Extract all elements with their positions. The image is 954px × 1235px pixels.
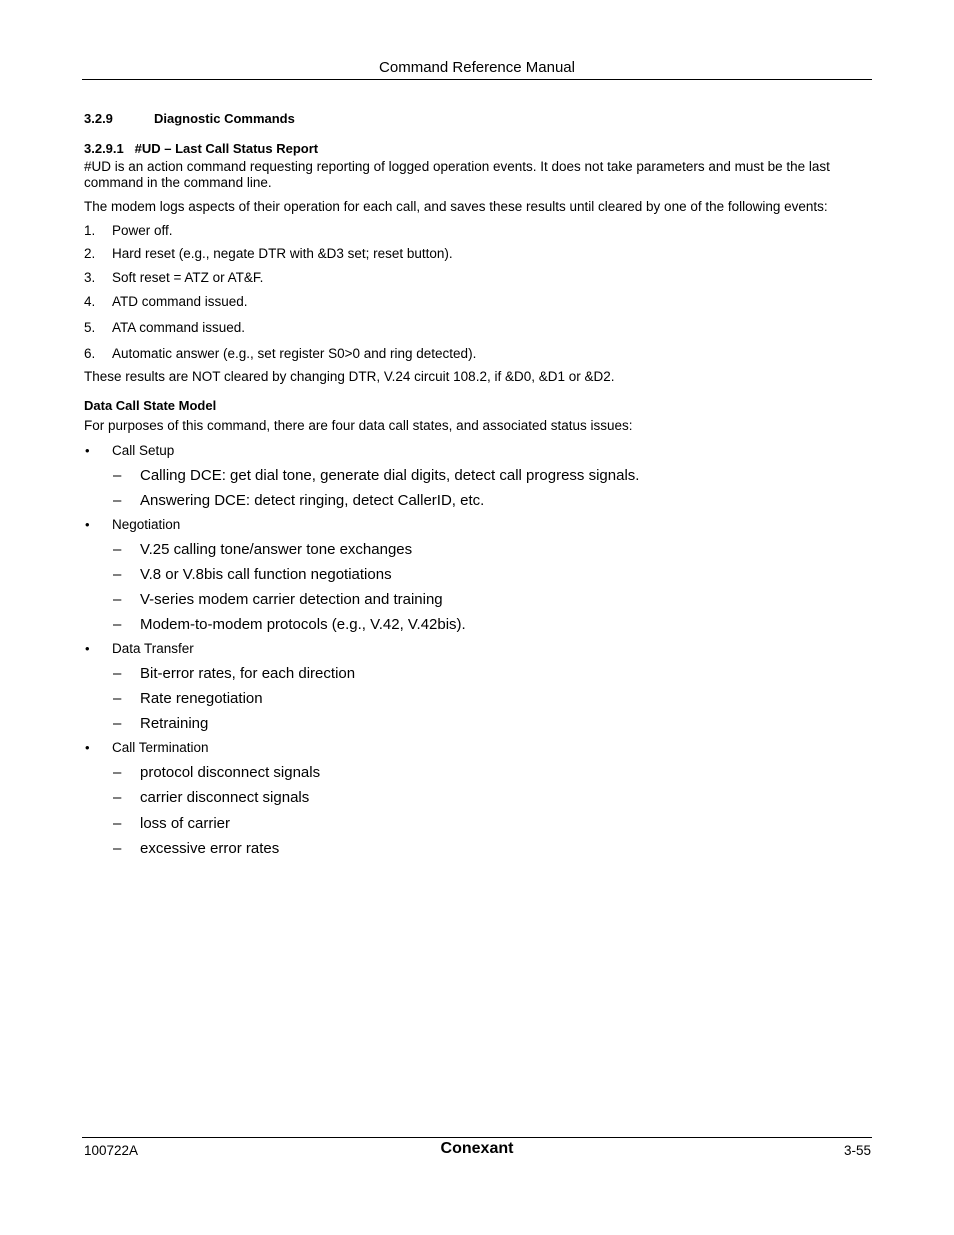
state-item: V-series modem carrier detection and training xyxy=(140,591,443,608)
dash-icon: – xyxy=(113,467,122,484)
footer-page-number: 3-55 xyxy=(843,1143,871,1158)
event-text: Automatic answer (e.g., set register S0>0 and ring detected). xyxy=(112,346,477,361)
state-item: Bit-error rates, for each direction xyxy=(140,665,356,682)
state-name: Call Termination xyxy=(112,740,209,755)
state-name: Negotiation xyxy=(112,517,181,532)
state-item: Rate renegotiation xyxy=(140,690,263,707)
section-heading xyxy=(84,111,295,126)
state-item: V.25 calling tone/answer tone exchanges xyxy=(140,541,413,558)
event-number: 3. xyxy=(84,270,96,285)
event-text: Soft reset = ATZ or AT&F. xyxy=(112,270,264,285)
state-item: loss of carrier xyxy=(140,815,231,832)
dash-icon: – xyxy=(113,815,122,832)
dash-icon: – xyxy=(113,789,122,806)
dash-icon: – xyxy=(113,715,122,732)
intro-paragraph-2: The modem logs aspects of their operation for each call, and saves these results until cleared by one of the following events: xyxy=(84,199,828,214)
footer-rule xyxy=(82,1137,872,1138)
bullet-icon: • xyxy=(85,517,90,532)
event-number: 5. xyxy=(84,320,96,335)
header-rule xyxy=(82,79,872,80)
event-text: Hard reset (e.g., negate DTR with &D3 set; reset button). xyxy=(112,246,453,261)
event-text: Power off. xyxy=(112,223,173,238)
dash-icon: – xyxy=(113,591,122,608)
state-item: V.8 or V.8bis call function negotiations xyxy=(140,566,392,583)
dash-icon: – xyxy=(113,840,122,857)
state-item: Calling DCE: get dial tone, generate dial digits, detect call progress signals. xyxy=(140,467,640,484)
event-number: 1. xyxy=(84,223,96,238)
event-number: 4. xyxy=(84,294,96,309)
dash-icon: – xyxy=(113,764,122,781)
not-cleared-note: These results are NOT cleared by changing DTR, V.24 circuit 108.2, if &D0, &D1 or &D2. xyxy=(84,369,615,384)
event-text: ATD command issued. xyxy=(112,294,248,309)
bullet-icon: • xyxy=(85,641,90,656)
page-header-title: Command Reference Manual xyxy=(379,59,575,76)
subsection-title: #UD – Last Call Status Report xyxy=(134,141,319,156)
subsection-number: 3.2.9.1 xyxy=(84,141,124,156)
event-text: ATA command issued. xyxy=(112,320,246,335)
dash-icon: – xyxy=(113,690,122,707)
state-item: Answering DCE: detect ringing, detect CallerID, etc. xyxy=(140,492,485,509)
state-item: carrier disconnect signals xyxy=(140,789,310,806)
section-title: Diagnostic Commands xyxy=(154,111,295,126)
dash-icon: – xyxy=(113,616,122,633)
footer-company: Conexant xyxy=(440,1140,514,1157)
state-name: Data Transfer xyxy=(112,641,194,656)
state-item: protocol disconnect signals xyxy=(140,764,321,781)
bullet-icon: • xyxy=(85,443,90,458)
event-number: 6. xyxy=(84,346,96,361)
footer-doc-number: 100722A xyxy=(84,1143,139,1158)
model-intro: For purposes of this command, there are four data call states, and associated status issues: xyxy=(84,418,633,433)
dash-icon: – xyxy=(113,566,122,583)
dash-icon: – xyxy=(113,492,122,509)
bullet-icon: • xyxy=(85,740,90,755)
intro-paragraph: #UD is an action command requesting reporting of logged operation events. It does not take parameters and must be the last command in the command line. xyxy=(84,159,830,190)
section-number: 3.2.9 xyxy=(84,111,113,126)
state-item: Retraining xyxy=(140,715,209,732)
state-item: excessive error rates xyxy=(140,840,280,857)
state-item: Modem-to-modem protocols (e.g., V.42, V.42bis). xyxy=(140,616,466,633)
model-heading: Data Call State Model xyxy=(84,398,217,413)
dash-icon: – xyxy=(113,541,122,558)
dash-icon: – xyxy=(113,665,122,682)
state-name: Call Setup xyxy=(112,443,175,458)
subsection-heading xyxy=(84,141,318,156)
event-number: 2. xyxy=(84,246,96,261)
